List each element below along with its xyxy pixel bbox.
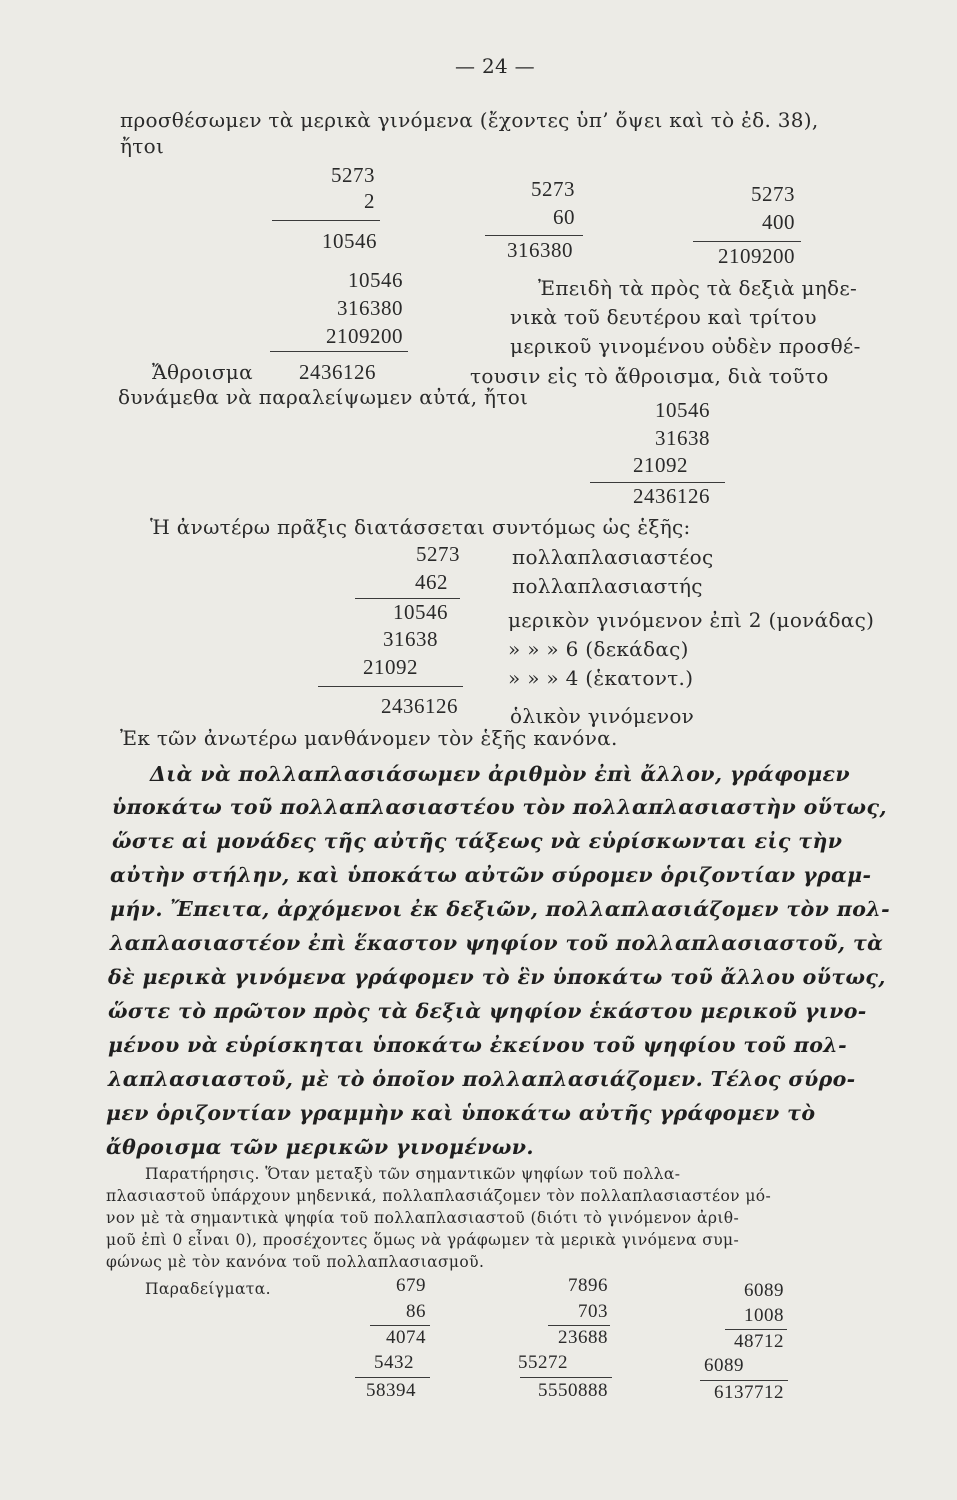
product-1-result: 10546: [322, 229, 377, 253]
product-2-rule: [485, 235, 583, 236]
ex1-row-1: 679: [396, 1275, 426, 1296]
explanation-line-3: μερικοῦ γινομένου οὐδὲν προσθέ-: [510, 334, 861, 358]
product-1-multiplicand: 5273: [331, 163, 375, 187]
arr-multiplicand: 5273: [416, 542, 460, 566]
ex2-row-5: 5550888: [538, 1380, 608, 1401]
arr-partial-2-label: » » » 6 (δεκάδας): [508, 637, 689, 661]
product-3-result: 2109200: [718, 244, 795, 268]
ex1-row-3: 4074: [386, 1327, 426, 1348]
intro-line-2: ἤτοι: [120, 134, 165, 158]
intro-line-1: προσθέσωμεν τὰ μερικὰ γινόμενα (ἔχοντες ὑπ’ ὄψει καὶ τὸ ἐδ. 38),: [120, 108, 819, 132]
arr-multiplier: 462: [415, 570, 448, 594]
omit-line: δυνάμεθα νὰ παραλείψωμεν αὐτά, ἤτοι: [118, 385, 529, 409]
ex1-row-4: 5432: [374, 1352, 414, 1373]
note-line-4: μοῦ ἐπὶ 0 εἶναι 0), προσέχοντες ὅμως νὰ γράφωμεν τὰ μερικὰ γινόμενα συμ-: [106, 1231, 740, 1249]
product-2-multiplicand: 5273: [531, 177, 575, 201]
rule-line-1: Διὰ νὰ πολλαπλασιάσωμεν ἀριθμὸν ἐπὶ ἄλλον, γράφομεν: [150, 762, 851, 786]
rule-intro: Ἐκ τῶν ἀνωτέρω μανθάνομεν τὸν ἑξῆς κανόνα.: [120, 726, 618, 750]
ex1-row-5: 58394: [366, 1380, 416, 1401]
ex2-row-4: 55272: [518, 1352, 568, 1373]
rule-line-12: ἄθροισμα τῶν μερικῶν γινομένων.: [106, 1135, 534, 1159]
sum-row-3: 2109200: [326, 324, 403, 348]
product-1-rule: [272, 220, 380, 221]
ex3-row-4: 6089: [704, 1355, 744, 1376]
reduced-total: 2436126: [633, 484, 710, 508]
sum-total: 2436126: [299, 360, 376, 384]
product-2-result: 316380: [507, 238, 573, 262]
ex3-row-5: 6137712: [714, 1382, 784, 1403]
rule-line-3: ὥστε αἱ μονάδες τῆς αὐτῆς τάξεως νὰ εὑρίσκωνται εἰς τὴν: [112, 829, 843, 853]
rule-line-5: μήν. Ἔπειτα, ἀρχόμενοι ἐκ δεξιῶν, πολλαπλασιάζομεν τὸν πολ-: [110, 897, 891, 921]
product-3-rule: [693, 241, 801, 242]
arr-total: 2436126: [381, 694, 458, 718]
arr-partial-1: 10546: [393, 600, 448, 624]
sum-row-1: 10546: [348, 268, 403, 292]
ex3-row-2: 1008: [744, 1305, 784, 1326]
product-3-multiplicand: 5273: [751, 182, 795, 206]
ex3-row-3: 48712: [734, 1331, 784, 1352]
ex2-row-2: 703: [578, 1301, 608, 1322]
note-line-2: πλασιαστοῦ ὑπάρχουν μηδενικά, πολλαπλασιάζομεν τὸν πολλαπλασιαστέον μό-: [106, 1187, 772, 1205]
rule-line-10: λαπλασιαστοῦ, μὲ τὸ ὁποῖον πολλαπλασιάζομεν. Τέλος σύρο-: [108, 1067, 856, 1091]
product-3-multiplier: 400: [762, 210, 795, 234]
reduced-row-1: 10546: [655, 398, 710, 422]
arr-multiplier-label: πολλαπλασιαστής: [512, 574, 703, 598]
sum-row-2: 316380: [337, 296, 403, 320]
ex2-row-1: 7896: [568, 1275, 608, 1296]
arr-multiplicand-label: πολλαπλασιαστέος: [512, 545, 714, 569]
arrangement-intro: Ἡ ἀνωτέρω πρᾶξις διατάσσεται συντόμως ὡς ἑξῆς:: [150, 515, 691, 539]
rule-line-9: μένου νὰ εὑρίσκηται ὑποκάτω ἐκείνου τοῦ ψηφίου τοῦ πολ-: [108, 1033, 847, 1057]
arr-partial-3-label: » » » 4 (ἑκατοντ.): [508, 666, 694, 690]
arr-rule-2: [318, 686, 463, 687]
ex2-rule-2: [520, 1377, 612, 1378]
arr-partial-1-label: μερικὸν γινόμενον ἐπὶ 2 (μονάδας): [508, 608, 875, 632]
note-line-1: Παρατήρησις. Ὅταν μεταξὺ τῶν σημαντικῶν ψηφίων τοῦ πολλα-: [145, 1165, 681, 1183]
examples-label: Παραδείγματα.: [145, 1280, 271, 1298]
explanation-line-2: νικὰ τοῦ δευτέρου καὶ τρίτου: [510, 305, 817, 329]
arr-partial-3: 21092: [363, 655, 418, 679]
ex3-row-1: 6089: [744, 1280, 784, 1301]
ex1-rule-2: [355, 1377, 430, 1378]
sum-label: Ἄθροισμα: [152, 360, 253, 384]
page-number: — 24 —: [455, 54, 535, 78]
reduced-row-3: 21092: [633, 453, 688, 477]
ex2-row-3: 23688: [558, 1327, 608, 1348]
ex1-row-2: 86: [406, 1301, 426, 1322]
rule-line-4: αὐτὴν στήλην, καὶ ὑποκάτω αὐτῶν σύρομεν ὁριζοντίαν γραμ-: [110, 863, 872, 887]
rule-line-2: ὑποκάτω τοῦ πολλαπλασιαστέου τὸν πολλαπλασιαστὴν οὕτως,: [112, 795, 887, 819]
rule-line-7: δὲ μερικὰ γινόμενα γράφομεν τὸ ἓν ὑποκάτω τοῦ ἄλλου οὕτως,: [108, 965, 886, 989]
rule-line-11: μεν ὁριζοντίαν γραμμὴν καὶ ὑποκάτω αὐτῆς γράφομεν τὸ: [106, 1101, 816, 1125]
arr-total-label: ὁλικὸν γινόμενον: [510, 704, 695, 728]
sum-rule: [270, 351, 408, 352]
arr-partial-2: 31638: [383, 627, 438, 651]
reduced-row-2: 31638: [655, 426, 710, 450]
rule-line-6: λαπλασιαστέον ἐπὶ ἕκαστον ψηφίον τοῦ πολλαπλασιαστοῦ, τὰ: [110, 931, 884, 955]
rule-line-8: ὥστε τὸ πρῶτον πρὸς τὰ δεξιὰ ψηφίον ἑκάστου μερικοῦ γινο-: [108, 999, 867, 1023]
note-line-5: φώνως μὲ τὸν κανόνα τοῦ πολλαπλασιασμοῦ.: [106, 1253, 485, 1271]
note-line-3: νον μὲ τὰ σημαντικὰ ψηφία τοῦ πολλαπλασιαστοῦ (διότι τὸ γινόμενον ἀριθ-: [106, 1209, 740, 1227]
explanation-line-4: τουσιν εἰς τὸ ἄθροισμα, διὰ τοῦτο: [470, 364, 829, 388]
product-2-multiplier: 60: [553, 205, 575, 229]
explanation-line-1: Ἐπειδὴ τὰ πρὸς τὰ δεξιὰ μηδε-: [538, 276, 858, 300]
product-1-multiplier: 2: [364, 189, 375, 213]
